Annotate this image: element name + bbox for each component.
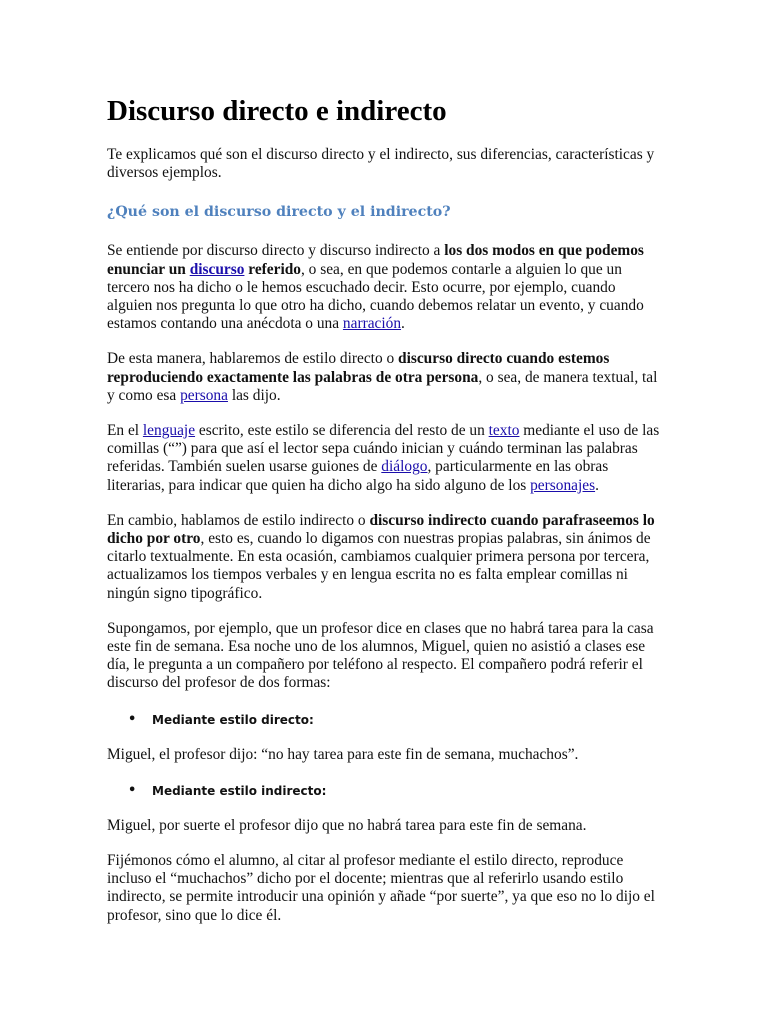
bullet-dot-icon: •	[128, 711, 137, 727]
text-run: .	[401, 315, 405, 333]
text-run: , o sea, en que podemos contarle a alguien lo que un tercero nos ha dicho o le hemos escuchado decir. Esto ocurre, por ejemplo, cuando alguien nos pregunta lo que otro ha dicho, cuando debemos relatar un evento, y cuando estamos contando una anécdota o una	[107, 260, 644, 333]
link-dialogo[interactable]: diálogo	[381, 458, 428, 476]
link-lenguaje[interactable]: lenguaje	[142, 422, 196, 440]
bullet-label: Mediante estilo indirecto:	[152, 783, 327, 798]
intro-paragraph: Te explicamos qué son el discurso directo y el indirecto, sus diferencias, características y diversos ejemplos.	[107, 146, 655, 182]
link-personajes[interactable]: personajes	[530, 476, 596, 494]
paragraph-definition	[107, 242, 663, 333]
paragraph-indirect-style	[107, 512, 663, 603]
link-discurso[interactable]: discurso	[189, 260, 245, 278]
text-run: Se entiende por discurso directo y discurso indirecto a	[107, 242, 445, 260]
paragraph-written-language	[107, 422, 663, 495]
article-body	[107, 92, 663, 925]
bold-run: discurso indirecto cuando parafraseemos lo dicho por otro	[107, 511, 655, 548]
text-run: , o sea, de manera textual, tal y como esa	[107, 368, 658, 404]
text-run: las dijo.	[227, 386, 281, 404]
text-run: , particularmente en las obras literarias, para indicar que quien ha dicho algo ha sido alguno de los	[107, 458, 609, 494]
example-indirect: Miguel, por suerte el profesor dijo que no habrá tarea para este fin de semana.	[107, 816, 587, 834]
text-run: En el	[107, 422, 143, 440]
bold-run: los dos modos en que podemos enunciar un	[107, 242, 644, 278]
bullet-label: Mediante estilo directo:	[152, 712, 314, 727]
link-narracion[interactable]: narración	[342, 315, 402, 333]
text-run: escrito, este estilo se diferencia del resto de un	[195, 422, 489, 440]
bullet-item-indirect	[107, 782, 663, 800]
text-run: En cambio, hablamos de estilo indirecto o	[107, 511, 370, 529]
bold-run: referido	[244, 260, 301, 278]
page-title: Discurso directo e indirecto	[107, 95, 447, 127]
text-run: , esto es, cuando lo digamos con nuestras propias palabras, sin ánimos de citarlo textualmente. En esta ocasión, cambiamos cualquier primera persona por tercera, actualizamos los tiempos verbales y en lengua escrita no es falta emplear comillas ni ningún signo tipográfico.	[107, 530, 651, 602]
bold-run: discurso directo cuando estemos reproduciendo exactamente las palabras de otra persona	[107, 350, 610, 386]
example-direct: Miguel, el profesor dijo: “no hay tarea para este fin de semana, muchachos”.	[107, 745, 579, 763]
text-run: .	[595, 476, 599, 494]
text-run: mediante el uso de las comillas (“”) para que así el lector sepa cuándo inician y cuándo terminan las palabras referidas. También suelen usarse guiones de	[107, 422, 660, 476]
paragraph-direct-style	[107, 350, 663, 405]
bullet-dot-icon: •	[128, 782, 137, 798]
link-persona[interactable]: persona	[180, 386, 228, 404]
paragraph-conclusion: Fijémonos cómo el alumno, al citar al profesor mediante el estilo directo, reproduce incluso el “muchachos” dicho por el docente; mientras que al referirlo usando estilo indirecto, se permite introducir una opinión y añade “por suerte”, ya que eso no lo dijo el profesor, sino que lo dice él.	[107, 852, 655, 924]
bullet-item-direct	[107, 711, 663, 729]
section-heading: ¿Qué son el discurso directo y el indirecto?	[107, 204, 451, 221]
link-texto[interactable]: texto	[488, 422, 520, 440]
text-run: De esta manera, hablaremos de estilo directo o	[107, 350, 399, 368]
paragraph-example-setup: Supongamos, por ejemplo, que un profesor dice en clases que no habrá tarea para la casa este fin de semana. Esa noche uno de los alumnos, Miguel, quien no asistió a clases ese día, le pregunta a un compañero por teléfono al respecto. El compañero podrá referir el discurso del profesor de dos formas:	[107, 619, 654, 692]
